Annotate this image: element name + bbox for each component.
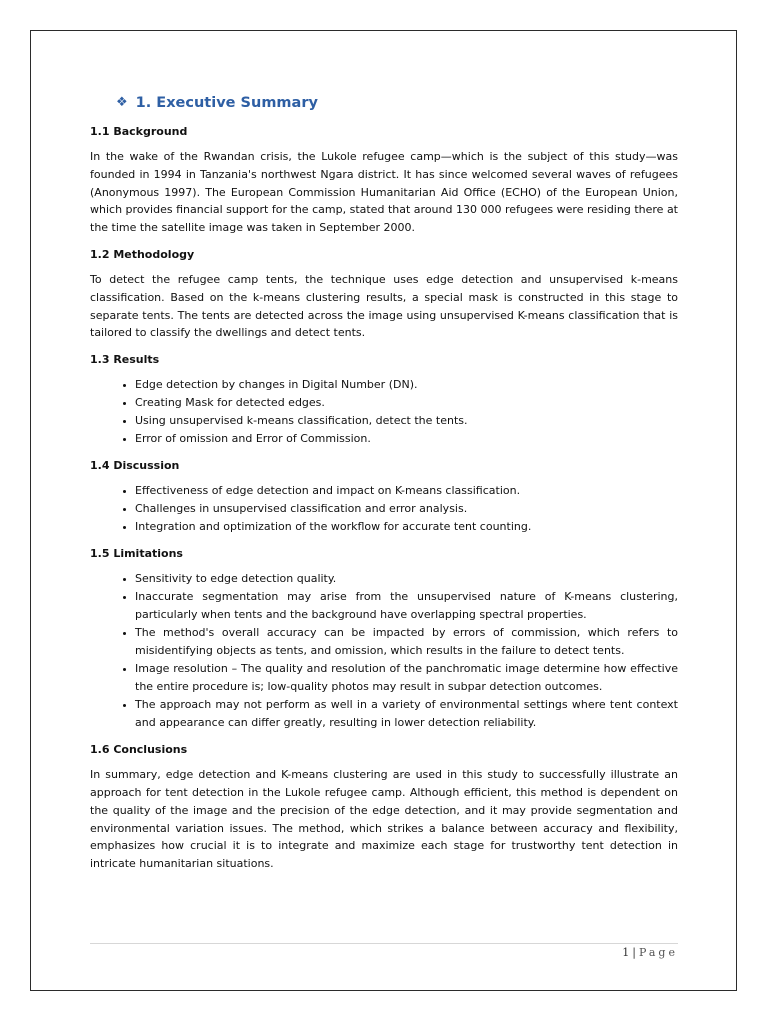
page-footer (622, 946, 678, 959)
section-title (116, 92, 678, 114)
list-item: • The method's overall accuracy can be impacted by errors of commission, which refers to misidentifying objects as tents, and omission, which results in the failure to detect tents. (135, 624, 678, 660)
discussion-list (90, 482, 678, 536)
limitations-heading: 1.5 Limitations (90, 547, 183, 561)
list-item: • Using unsupervised k-means classification, detect the tents. (135, 412, 678, 430)
list-item: • Sensitivity to edge detection quality. (135, 570, 678, 588)
page-separator: | (632, 946, 636, 959)
list-item: • Challenges in unsupervised classification and error analysis. (135, 500, 678, 518)
section-title-text: 1. Executive Summary (135, 95, 318, 111)
results-heading: 1.3 Results (90, 353, 160, 367)
list-item: • Integration and optimization of the workflow for accurate tent counting. (135, 518, 678, 536)
list-item: • The approach may not perform as well in a variety of environmental settings where tent context and appearance can differ greatly, resulting in lower detection reliability. (135, 696, 678, 732)
discussion-heading: 1.4 Discussion (90, 459, 180, 473)
page-number: 1 (622, 946, 630, 959)
list-item: • Creating Mask for detected edges. (135, 394, 678, 412)
methodology-heading: 1.2 Methodology (90, 247, 195, 261)
list-item: • Image resolution – The quality and resolution of the panchromatic image determine how effective the entire procedure is; low-quality photos may result in subpar detection outcomes. (135, 660, 678, 696)
limitations-list (90, 570, 678, 732)
conclusions-heading: 1.6 Conclusions (90, 743, 188, 757)
document-body (90, 92, 678, 883)
diamond-bullet-icon: ❖ (116, 95, 128, 110)
list-item: • Edge detection by changes in Digital Number (DN). (135, 376, 678, 394)
methodology-paragraph: To detect the refugee camp tents, the technique uses edge detection and unsupervised k-means classification. Based on the k-means clustering results, a special mask is constructed in this stage to separate tents. The tents are detected across the image using unsupervised K-means classification that is tailored to classify the dwellings and detect tents. (90, 272, 678, 340)
results-list (90, 376, 678, 448)
conclusions-paragraph: In summary, edge detection and K-means clustering are used in this study to successfully illustrate an approach for tent detection in the Lukole refugee camp. Although efficient, this method is dependent on the quality of the image and the precision of the edge detection, and it may provide segmentation and environmental variation issues. The method, which strikes a balance between accuracy and flexibility, emphasizes how crucial it is to integrate and maximize each stage for trustworthy tent detection in intricate humanitarian situations. (90, 768, 678, 871)
list-item: • Inaccurate segmentation may arise from the unsupervised nature of K-means clustering, particularly when tents and the background have overlapping spectral properties. (135, 588, 678, 624)
list-item: • Error of omission and Error of Commission. (135, 430, 678, 448)
background-paragraph: In the wake of the Rwandan crisis, the Lukole refugee camp—which is the subject of this study—was founded in 1994 in Tanzania's northwest Ngara district. It has since welcomed several waves of refugees (Anonymous 1997). The European Commission Humanitarian Aid Office (ECHO) of the European Union, which provides financial support for the camp, stated that around 130 000 refugees were residing there at the time the satellite image was taken in September 2000. (90, 150, 678, 235)
page-label: Page (638, 946, 678, 959)
list-item: • Effectiveness of edge detection and impact on K-means classification. (135, 482, 678, 500)
footer-divider (90, 943, 678, 944)
background-heading: 1.1 Background (90, 125, 188, 138)
